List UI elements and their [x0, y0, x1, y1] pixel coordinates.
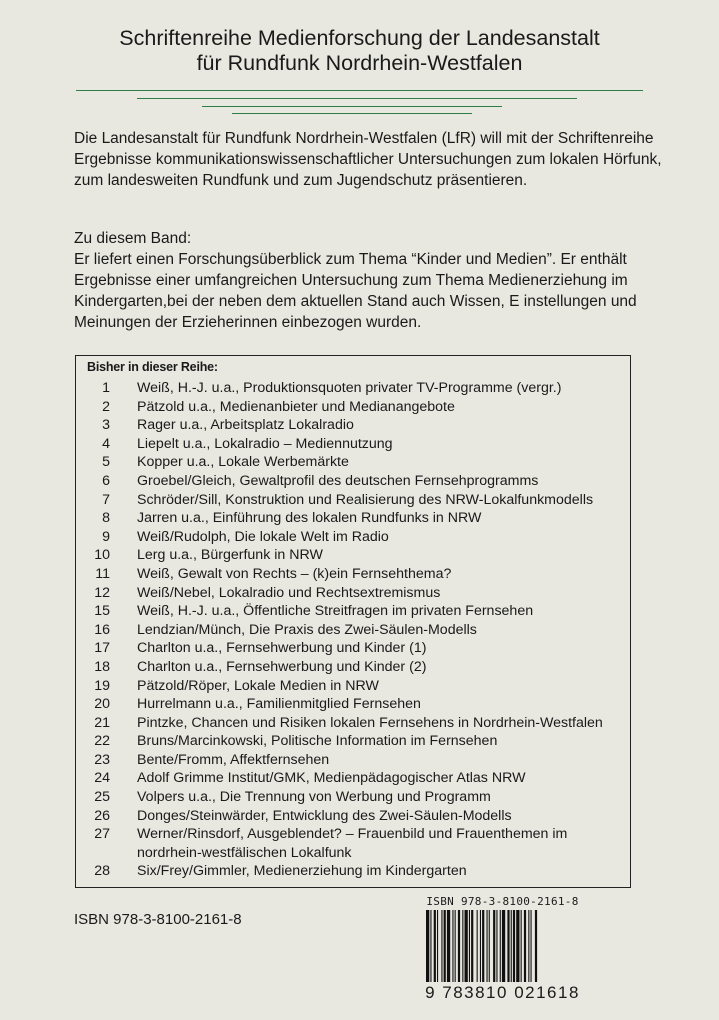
isbn-barcode	[420, 895, 585, 1003]
barcode-bar	[441, 910, 442, 982]
list-item-title: Weiß, H.-J. u.a., Öffentliche Streitfragen im privaten Fernsehen	[137, 603, 534, 620]
list-item-title: Rager u.a., Arbeitsplatz Lokalradio	[137, 417, 354, 434]
band-description: Er liefert einen Forschungsüberblick zum Thema “Kinder und Medien”. Er enthält Ergebnisse einer umfangreichen Untersuchung zum Thema Medienerziehung im Kindergarten,bei der neben dem aktuellen Stand auch Wissen, E instellungen und Meinungen der Erzieherinnen einbezogen wurden.	[74, 251, 637, 331]
list-item	[76, 658, 630, 677]
barcode-bar	[452, 910, 453, 982]
list-item-number: 16	[94, 621, 110, 638]
list-item-title: Weiß/Rudolph, Die lokale Welt im Radio	[137, 528, 389, 545]
series-list	[76, 379, 630, 881]
list-item	[76, 379, 630, 398]
barcode-bar	[516, 910, 519, 982]
barcode-bar	[531, 910, 532, 982]
barcode-bar	[437, 910, 438, 982]
barcode-bar	[462, 910, 463, 982]
barcode-bar	[502, 910, 505, 982]
isbn-text: ISBN 978-3-8100-2161-8	[74, 911, 242, 928]
list-item	[76, 714, 630, 733]
series-title-line1: Schriftenreihe Medienforschung der Landesanstalt	[119, 26, 600, 50]
barcode-bar	[477, 910, 478, 982]
barcode-bar	[524, 910, 526, 982]
list-item-title: Liepelt u.a., Lokalradio – Mediennutzung	[137, 435, 393, 452]
list-item-title: Six/Frey/Gimmler, Medienerziehung im Kindergarten	[137, 863, 467, 880]
barcode-bar	[455, 910, 456, 982]
list-item-title: Schröder/Sill, Konstruktion und Realisierung des NRW-Lokalfunkmodells	[137, 491, 594, 508]
list-item-title: Lerg u.a., Bürgerfunk in NRW	[137, 547, 323, 564]
list-item	[76, 472, 630, 491]
list-item-title: Donges/Steinwärder, Entwicklung des Zwei-Säulen-Modells	[137, 807, 512, 824]
list-item	[76, 546, 630, 565]
barcode-bars	[420, 910, 585, 984]
series-title-line2: für Rundfunk Nordrhein-Westfalen	[196, 51, 523, 75]
barcode-bar	[482, 910, 484, 982]
list-item-title: Pätzold/Röper, Lokale Medien in NRW	[137, 677, 379, 694]
list-item-number: 12	[94, 584, 110, 601]
list-item	[76, 491, 630, 510]
list-item-title: Weiß, H.-J. u.a., Produktionsquoten privater TV-Programme (vergr.)	[137, 380, 562, 396]
barcode-bar	[465, 910, 468, 982]
band-heading: Zu diesem Band:	[74, 230, 192, 247]
divider-rule-2	[137, 98, 577, 99]
list-item	[76, 528, 630, 547]
list-item-number: 21	[94, 714, 110, 731]
divider-rule-4	[232, 113, 472, 114]
list-item-number: 5	[102, 454, 110, 471]
list-item-number: 8	[102, 510, 110, 527]
series-title	[0, 26, 719, 76]
list-item	[76, 602, 630, 621]
divider-rule-3	[202, 106, 502, 107]
list-item-number: 23	[94, 751, 110, 768]
list-item-title: Volpers u.a., Die Trennung von Werbung und Programm	[137, 789, 491, 806]
list-item	[76, 435, 630, 454]
list-item	[76, 509, 630, 528]
list-item	[76, 788, 630, 807]
list-item-title: Pintzke, Chancen und Risiken lokalen Fernsehens in Nordrhein-Westfalen	[137, 714, 603, 731]
barcode-bar	[535, 910, 537, 982]
list-item-number: 2	[102, 398, 110, 415]
list-item	[76, 621, 630, 640]
list-item-number: 10	[94, 547, 110, 564]
barcode-bar	[447, 910, 450, 982]
list-item-title: Charlton u.a., Fernsehwerbung und Kinder (2)	[137, 658, 427, 675]
list-item-number: 7	[102, 491, 110, 508]
list-item-title: Pätzold u.a., Medienanbieter und Medianangebote	[137, 398, 455, 415]
list-item-number: 26	[94, 807, 110, 824]
list-item-title: Weiß/Nebel, Lokalradio und Rechtsextremismus	[137, 584, 441, 601]
list-item	[76, 639, 630, 658]
series-list-header: Bisher in dieser Reihe:	[87, 360, 218, 374]
list-item-number: 17	[94, 640, 110, 657]
barcode-bar	[496, 910, 497, 982]
list-item	[76, 416, 630, 435]
barcode-bar	[434, 910, 436, 982]
list-item-title: Hurrelmann u.a., Familienmitglied Fernsehen	[137, 696, 421, 713]
barcode-bar	[489, 910, 490, 982]
barcode-bar	[471, 910, 473, 982]
barcode-isbn-label: ISBN 978-3-8100-2161-8	[426, 895, 579, 908]
list-item	[76, 398, 630, 417]
list-item	[76, 807, 630, 826]
list-item-number: 22	[94, 733, 110, 750]
divider-rule-1	[76, 90, 643, 91]
band-section	[74, 228, 674, 333]
list-item-number: 28	[94, 863, 110, 880]
list-item-title: Kopper u.a., Lokale Werbemärkte	[137, 454, 349, 471]
list-item-number: 9	[102, 528, 110, 545]
list-item	[76, 677, 630, 696]
barcode-bar	[493, 910, 495, 982]
barcode-bar	[487, 910, 488, 982]
barcode-bar	[511, 910, 512, 982]
list-item	[76, 751, 630, 770]
list-item	[76, 695, 630, 714]
barcode-bar	[430, 910, 431, 982]
list-item-number: 25	[94, 789, 110, 806]
list-item-title: Adolf Grimme Institut/GMK, Medienpädagogischer Atlas NRW	[137, 770, 526, 787]
barcode-bar	[469, 910, 470, 982]
series-list-box	[75, 355, 631, 888]
barcode-bar	[500, 910, 501, 982]
list-item	[76, 732, 630, 751]
list-item-title: Werner/Rinsdorf, Ausgeblendet? – Frauenbild und Frauenthemen im nordrhein-westfälischen Lokalfunk	[137, 826, 568, 861]
list-item-title: Charlton u.a., Fernsehwerbung und Kinder (1)	[137, 640, 427, 657]
barcode-bar	[521, 910, 522, 982]
list-item-number: 4	[102, 435, 110, 452]
list-item-title: Lendzian/Münch, Die Praxis des Zwei-Säulen-Modells	[137, 621, 477, 638]
list-item	[76, 825, 630, 862]
barcode-bar	[480, 910, 481, 982]
barcode-bar	[528, 910, 529, 982]
list-item-number: 11	[95, 565, 110, 582]
list-item-number: 3	[102, 417, 110, 434]
list-item-number: 15	[94, 603, 110, 620]
intro-paragraph: Die Landesanstalt für Rundfunk Nordrhein-Westfalen (LfR) will mit der Schriftenreihe Ergebnisse kommunikationswissenschaftlicher Untersuchungen zum lokalen Hörfunk, zum landesweiten Rundfunk und zum Jugendschutz präsentieren.	[74, 130, 662, 189]
list-item	[76, 769, 630, 788]
list-item-number: 18	[94, 658, 110, 675]
list-item	[76, 862, 630, 881]
list-item-title: Jarren u.a., Einführung des lokalen Rundfunks in NRW	[137, 510, 482, 527]
list-item-number: 20	[94, 696, 110, 713]
barcode-bar	[426, 910, 429, 982]
list-item	[76, 584, 630, 603]
list-item	[76, 565, 630, 584]
barcode-digits: 9 783810 021618	[425, 983, 580, 1002]
barcode-bar	[507, 910, 509, 982]
list-item-number: 1	[102, 380, 110, 396]
list-item-number: 24	[94, 770, 110, 787]
list-item-number: 27	[94, 826, 110, 843]
list-item-title: Groebel/Gleich, Gewaltprofil des deutschen Fernsehprogramms	[137, 472, 539, 489]
barcode-bar	[458, 910, 460, 982]
list-item	[76, 453, 630, 472]
barcode-bar	[513, 910, 515, 982]
barcode-bar	[444, 910, 446, 982]
list-item-title: Bruns/Marcinkowski, Politische Information im Fernsehen	[137, 733, 498, 750]
list-item-number: 6	[102, 472, 110, 489]
list-item-number: 19	[94, 677, 110, 694]
list-item-title: Bente/Fromm, Affektfernsehen	[137, 751, 330, 768]
list-item-title: Weiß, Gewalt von Rechts – (k)ein Fernsehthema?	[137, 565, 452, 582]
